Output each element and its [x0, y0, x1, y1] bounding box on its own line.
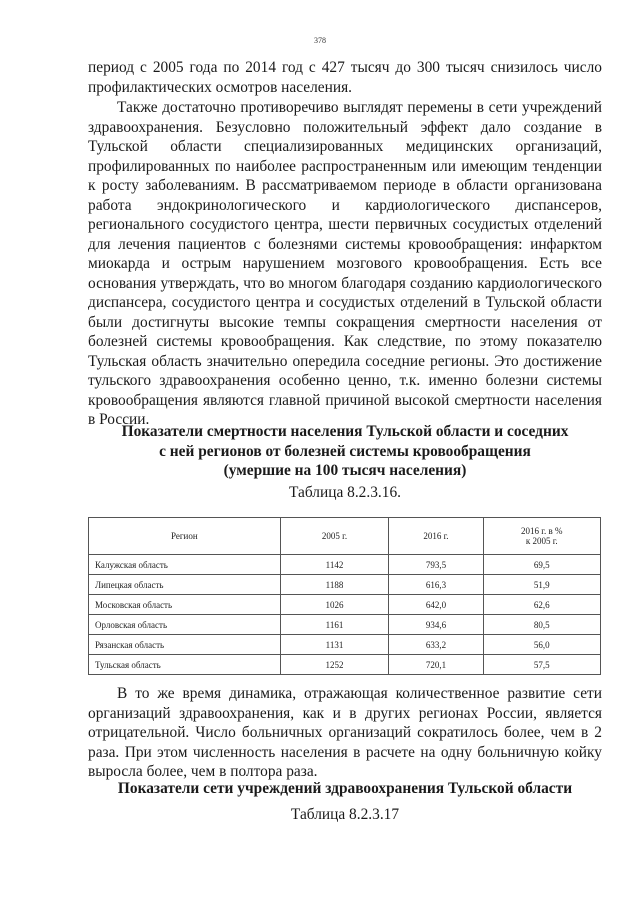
table-row: [89, 575, 601, 595]
header-percent-line-1: 2016 г. в %: [521, 526, 563, 536]
table-2-label: Таблица 8.2.3.17: [290, 806, 400, 823]
table-1-heading-line-2: с ней регионов от болезней системы кровообращения: [159, 442, 531, 460]
header-percent-line-2: к 2005 г.: [525, 536, 558, 546]
paragraph-healthcare-network: Также достаточно противоречиво выглядят перемены в сети учреждений здравоохранения. Безусловно положительный эффект дало создание в Тульской области специализированных медицинских организаций, профилированных по наиболее распространенным или имеющим тенденции к росту заболеваниям. В рассматриваемом периоде в области организована работа эндокринологического и кардиологического диспансеров, регионального сосудистого центра, шести первичных сосудистых отделений для лечения пациентов с болезнями системы кровообращения: инфарктом миокарда и острым нарушением мозгового кровообращения. Есть все основания утверждать, что во многом благодаря созданию кардиологического диспансера, сосудистого центра и сосудистых отделений в Тульской области были достигнуты высокие темпы сокращения смертности населения от болезней системы кровообращения. Как следствие, по этому показателю Тульская область значительно опередила соседние регионы. Это достижение тульского здравоохранения особенно ценно, т.к. именно болезни системы кровообращения являются главной причиной высокой смертности населения в России.: [88, 99, 602, 428]
cell-2016: 616,3: [389, 575, 483, 595]
cell-region: Калужская область: [89, 555, 281, 575]
cell-2005: 1131: [280, 635, 389, 655]
cell-2016: 934,6: [389, 615, 483, 635]
cell-region: Липецкая область: [89, 575, 281, 595]
cell-2005: 1161: [280, 615, 389, 635]
cell-2016: 642,0: [389, 595, 483, 615]
cell-region: Рязанская область: [89, 635, 281, 655]
cell-percent: 56,0: [483, 635, 600, 655]
table-row: [89, 555, 601, 575]
cell-2016: 633,2: [389, 635, 483, 655]
paragraph-intro: период с 2005 года по 2014 год с 427 тысяч до 300 тысяч снизилось число профилактических осмотров населения.: [88, 59, 602, 96]
cell-2016: 720,1: [389, 655, 483, 675]
header-2016: 2016 г.: [389, 518, 483, 555]
cell-percent: 80,5: [483, 615, 600, 635]
cell-2016: 793,5: [389, 555, 483, 575]
cell-2005: 1026: [280, 595, 389, 615]
header-percent: [483, 518, 600, 555]
table-1-heading: [88, 422, 602, 481]
header-2005: 2005 г.: [280, 518, 389, 555]
cell-percent: 57,5: [483, 655, 600, 675]
cell-2005: 1188: [280, 575, 389, 595]
cell-region: Орловская область: [89, 615, 281, 635]
cell-percent: 62,6: [483, 595, 600, 615]
cell-region: Тульская область: [89, 655, 281, 675]
cell-percent: 51,9: [483, 575, 600, 595]
table-2-heading: Показатели сети учреждений здравоохранения Тульской области: [117, 780, 573, 797]
paragraph-dynamics: В то же время динамика, отражающая количественное развитие сети организаций здравоохранения, как и в других регионах России, является отрицательной. Число больничных организаций сократилось более, чем в 2 раза. При этом численность населения в расчете на одну больничную койку выросла более, чем в полтора раза.: [88, 685, 602, 780]
table-1-heading-line-3: (умершие на 100 тысяч населения): [223, 462, 467, 479]
cell-2005: 1142: [280, 555, 389, 575]
table-1-label: Таблица 8.2.3.16.: [289, 484, 401, 501]
table-1-heading-line-1: Показатели смертности населения Тульской области и соседних: [121, 423, 569, 440]
page-number: 378: [314, 36, 326, 45]
table-row: [89, 615, 601, 635]
cell-2005: 1252: [280, 655, 389, 675]
header-region: Регион: [89, 518, 281, 555]
cell-region: Московская область: [89, 595, 281, 615]
table-row: [89, 635, 601, 655]
table-row: [89, 655, 601, 675]
table-row: [89, 595, 601, 615]
table-header-row: [89, 518, 601, 555]
cell-percent: 69,5: [483, 555, 600, 575]
mortality-table: [88, 517, 601, 675]
